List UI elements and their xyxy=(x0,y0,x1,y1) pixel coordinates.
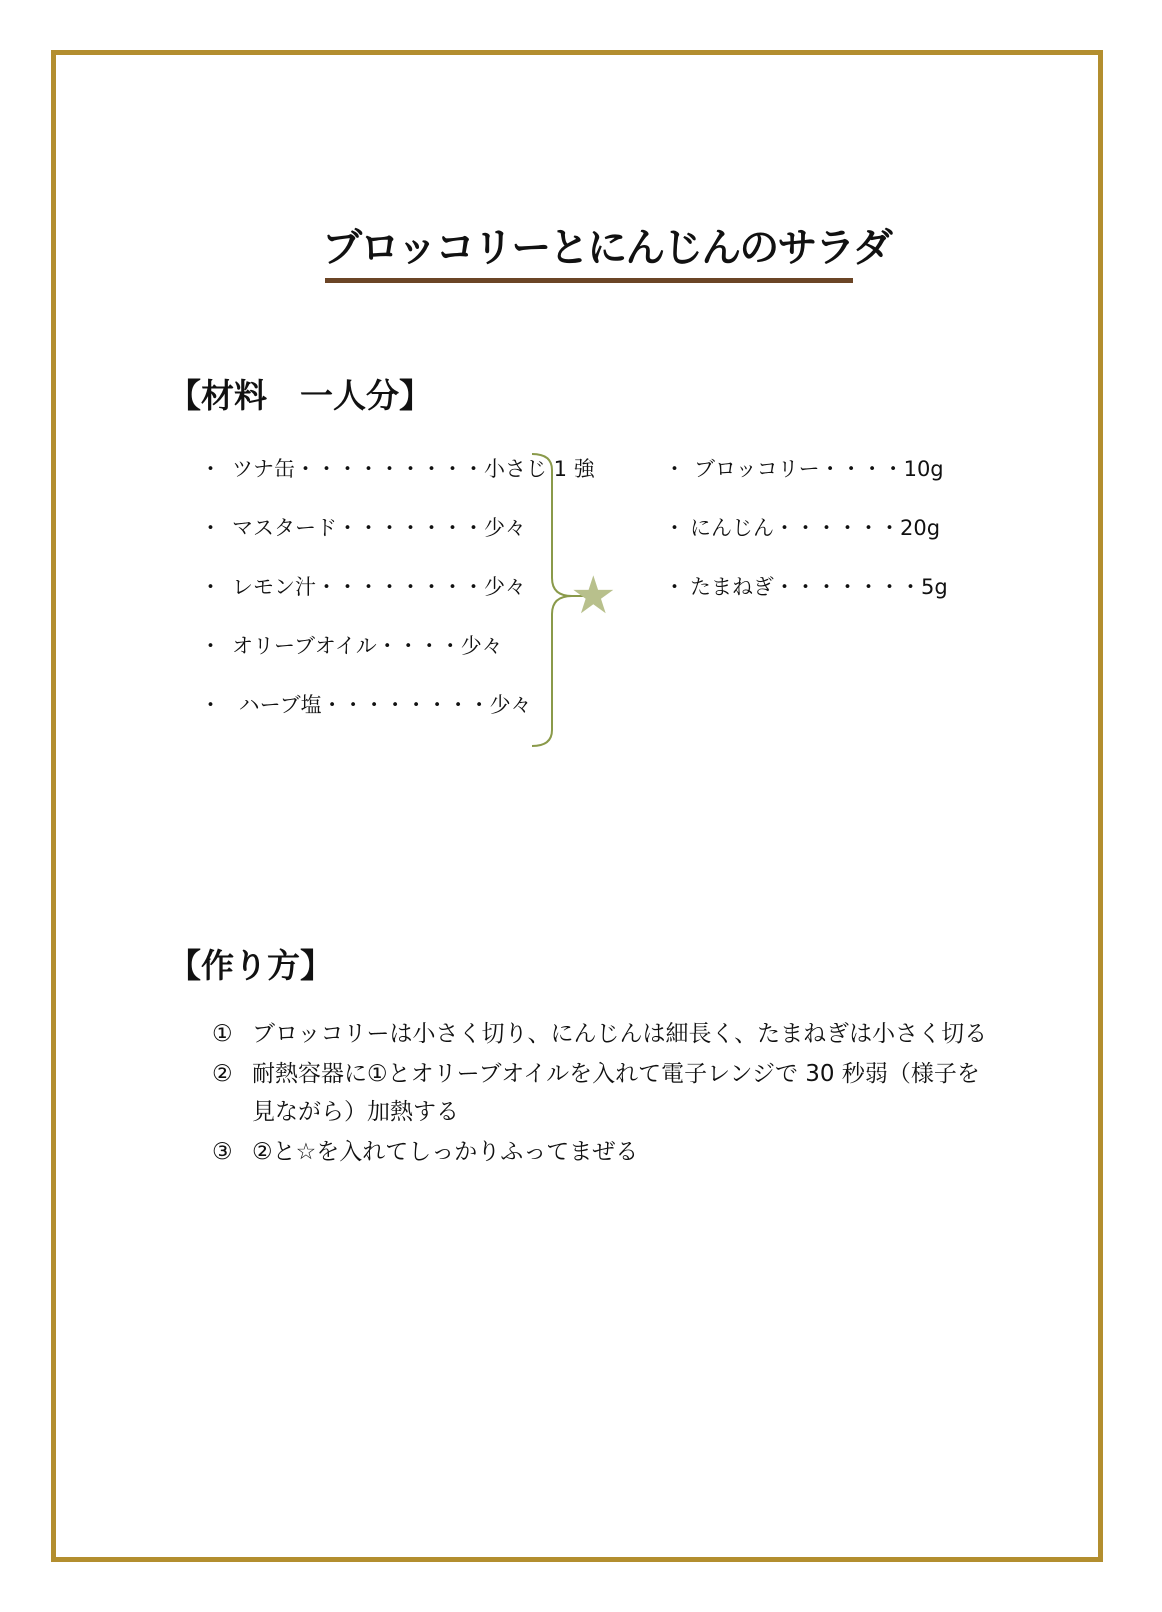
ingredient-text: レモン汁・・・・・・・・少々 xyxy=(232,575,526,599)
ingredient-item xyxy=(664,512,940,542)
bullet: ・ xyxy=(664,457,685,481)
bullet: ・ xyxy=(200,457,221,481)
ingredients-heading: 【材料 一人分】 xyxy=(168,376,432,415)
step-text: ブロッコリーは小さく切り、にんじんは細長く、たまねぎは小さく切る xyxy=(252,1021,988,1047)
bullet: ・ xyxy=(664,516,685,540)
step-text: 耐熱容器に①とオリーブオイルを入れて電子レンジで 30 秒弱（様子を xyxy=(252,1061,980,1087)
step-text: ②と☆を入れてしっかりふってまぜる xyxy=(252,1139,639,1165)
step-item xyxy=(212,1133,638,1166)
ingredient-text: にんじん・・・・・・20g xyxy=(690,516,941,540)
step-number: ② xyxy=(212,1061,233,1087)
bullet: ・ xyxy=(200,575,221,599)
ingredient-item xyxy=(200,630,503,660)
bullet: ・ xyxy=(200,516,221,540)
step-number: ① xyxy=(212,1021,233,1047)
ingredient-item xyxy=(200,571,526,601)
star-icon: ★ xyxy=(570,566,617,626)
curly-brace-icon xyxy=(532,454,572,746)
ingredient-text: マスタード・・・・・・・少々 xyxy=(232,516,526,540)
ingredient-text: ハーブ塩・・・・・・・・少々 xyxy=(232,693,532,717)
bullet: ・ xyxy=(200,693,221,717)
ingredient-text: たまねぎ・・・・・・・5g xyxy=(690,575,948,599)
ingredient-item xyxy=(200,689,532,719)
step-number: ③ xyxy=(212,1139,233,1165)
ingredient-text: ツナ缶・・・・・・・・・小さじ 1 強 xyxy=(232,457,595,481)
step-item xyxy=(212,1015,987,1048)
page-title: ブロッコリーとにんじんのサラダ xyxy=(322,225,891,271)
bullet: ・ xyxy=(200,634,221,658)
bullet: ・ xyxy=(664,575,685,599)
ingredient-text: オリーブオイル・・・・少々 xyxy=(232,634,503,658)
step-text-continued: 見ながら）加熱する xyxy=(252,1099,459,1125)
ingredient-text: ブロッコリー・・・・10g xyxy=(694,457,944,481)
method-heading: 【作り方】 xyxy=(168,946,333,985)
ingredient-item xyxy=(664,453,944,483)
ingredient-item xyxy=(200,512,526,542)
title-underline xyxy=(325,278,853,283)
step-item xyxy=(212,1055,980,1088)
ingredient-item xyxy=(664,571,948,601)
page-border xyxy=(51,50,1103,1562)
